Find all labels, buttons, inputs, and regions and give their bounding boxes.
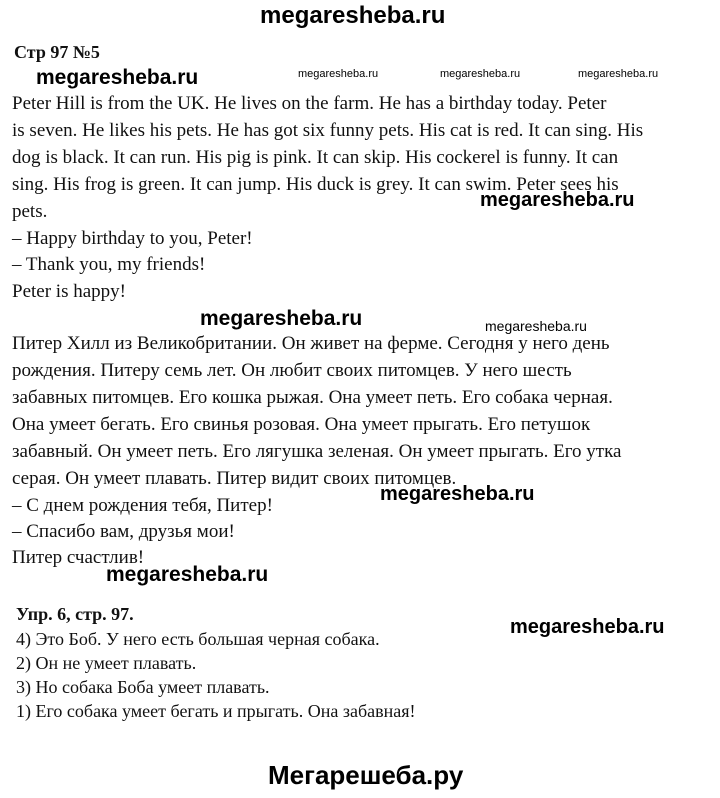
text-line: забавных питомцев. Его кошка рыжая. Она умеет петь. Его собака черная. bbox=[12, 387, 613, 408]
watermark-bottom: Мегарешеба.ру bbox=[268, 760, 464, 790]
text-line: dog is black. It can run. His pig is pink. It can skip. His cockerel is funny. It can bbox=[12, 147, 619, 168]
text-line: 2) Он не умеет плавать. bbox=[16, 653, 197, 673]
section-heading: Стр 97 №5 bbox=[14, 42, 100, 62]
text-line: – С днем рождения тебя, Питер! bbox=[12, 495, 273, 516]
text-line: sing. His frog is green. It can jump. His duck is grey. It can swim. Peter sees his bbox=[12, 174, 619, 195]
text-line: рождения. Питеру семь лет. Он любит своих питомцев. У него шесть bbox=[12, 360, 572, 381]
watermark: megaresheba.ru bbox=[480, 189, 635, 211]
watermark-small: megaresheba.ru bbox=[298, 68, 379, 80]
text-line: – Thank you, my friends! bbox=[12, 254, 206, 275]
text-line: Peter is happy! bbox=[12, 281, 126, 302]
text-line: 1) Его собака умеет бегать и прыгать. Она забавная! bbox=[16, 701, 416, 721]
watermark: megaresheba.ru bbox=[106, 563, 269, 586]
text-line: забавный. Он умеет петь. Его лягушка зеленая. Он умеет прыгать. Его утка bbox=[12, 441, 622, 462]
text-line: Она умеет бегать. Его свинья розовая. Она умеет прыгать. Его петушок bbox=[12, 414, 591, 435]
watermark: megaresheba.ru bbox=[510, 616, 665, 638]
text-line: pets. bbox=[12, 201, 48, 222]
text-line: серая. Он умеет плавать. Питер видит своих питомцев. bbox=[12, 468, 457, 489]
watermark-small: megaresheba.ru bbox=[440, 68, 521, 80]
text-line: Питер Хилл из Великобритании. Он живет на ферме. Сегодня у него день bbox=[12, 333, 610, 354]
watermark-top: megaresheba.ru bbox=[260, 2, 446, 29]
text-line: is seven. He likes his pets. He has got six funny pets. His cat is red. It can sing. His bbox=[12, 120, 644, 141]
text-line: 4) Это Боб. У него есть большая черная собака. bbox=[16, 629, 380, 649]
watermark: megaresheba.ru bbox=[36, 66, 199, 89]
watermark: megaresheba.ru bbox=[380, 483, 535, 505]
text-line: 3) Но собака Боба умеет плавать. bbox=[16, 677, 270, 697]
text-line: Питер счастлив! bbox=[12, 547, 145, 568]
watermark-small: megaresheba.ru bbox=[578, 68, 659, 80]
text-line: Peter Hill is from the UK. He lives on the farm. He has a birthday today. Peter bbox=[12, 93, 607, 114]
section-heading: Упр. 6, стр. 97. bbox=[16, 604, 134, 624]
watermark-small: megaresheba.ru bbox=[485, 318, 587, 334]
watermark: megaresheba.ru bbox=[200, 307, 363, 330]
text-line: – Спасибо вам, друзья мои! bbox=[12, 521, 235, 542]
text-line: – Happy birthday to you, Peter! bbox=[12, 228, 253, 249]
